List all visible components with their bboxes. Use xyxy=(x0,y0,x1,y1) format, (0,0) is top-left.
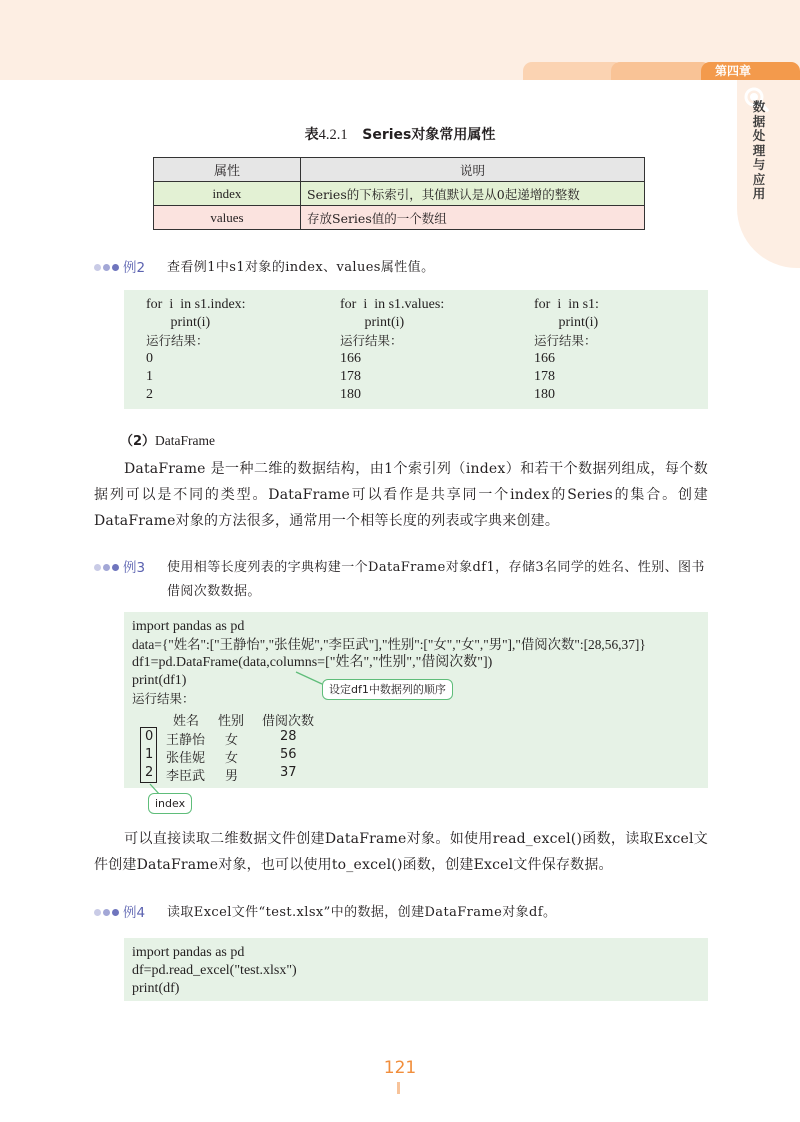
paragraph xyxy=(94,456,708,534)
paragraph-text: 可以直接读取二维数据文件创建DataFrame对象。如使用read_excel()函数，读取Excel文件创建DataFrame对象，也可以使用to_excel()函数，创建Excel文件保存数据。 xyxy=(94,831,708,873)
code-column xyxy=(340,296,444,404)
code-line: data={"姓名":["王静怡","张佳妮","李臣武"],"性别":["女","女","男"],"借阅次数":[28,56,37]} xyxy=(132,637,646,652)
table-caption-number: 4.2.1 xyxy=(318,127,348,143)
section-number: （2） xyxy=(120,434,156,449)
page-number: 121 xyxy=(383,1058,417,1078)
run-result-label: 运行结果： xyxy=(146,333,209,348)
dataframe-cell: 56 xyxy=(280,747,297,762)
code-line: import pandas as pd xyxy=(132,619,245,634)
code-line: print(i) xyxy=(534,315,599,330)
dataframe-index-cell: 0 xyxy=(145,729,154,744)
example-4-heading xyxy=(94,902,714,924)
example-2-code-box xyxy=(124,290,708,409)
dataframe-header-cell: 借阅次数 xyxy=(262,714,315,729)
paragraph-text: DataFrame 是一种二维的数据结构，由1个索引列（index）和若干个数据列组成，每个数据列可以是不同的类型。DataFrame可以看作是共享同一个index的Series的集合。创建DataFrame对象的方法很多，通常用一个相等长度的列表或字典来创建。 xyxy=(94,461,708,529)
example-3-code-box xyxy=(124,612,708,788)
series-attributes-table xyxy=(153,157,645,230)
code-line: df1=pd.DataFrame(data,columns=["姓名","性别","借阅次数"]) xyxy=(132,655,493,670)
table-caption-title: Series对象常用属性 xyxy=(362,127,496,143)
run-result-label: 运行结果： xyxy=(132,691,195,706)
paragraph xyxy=(94,826,708,878)
code-line: 178 xyxy=(340,369,361,384)
callout-column-order: 设定df1中数据列的顺序 xyxy=(322,679,453,700)
chapter-label: 第四章 xyxy=(715,64,752,78)
table-row xyxy=(154,182,645,206)
table-row xyxy=(154,206,645,230)
example-2-heading xyxy=(94,257,714,279)
code-line: 180 xyxy=(534,387,555,402)
run-result-label: 运行结果： xyxy=(534,333,597,348)
example-text: 查看例1中s1对象的index、values属性值。 xyxy=(167,260,435,275)
run-result-label: 运行结果： xyxy=(340,333,403,348)
example-dots-icon xyxy=(94,264,124,272)
example-label: 例3 xyxy=(123,560,146,576)
example-text: 读取Excel文件“test.xlsx”中的数据，创建DataFrame对象df。 xyxy=(167,905,557,920)
side-chapter-title: 数据处理与应用 xyxy=(752,99,766,201)
code-column xyxy=(534,296,599,404)
table-header-row xyxy=(154,158,645,182)
code-line: for i in s1.values: xyxy=(340,297,445,312)
section-title: DataFrame xyxy=(155,433,216,448)
example-label: 例4 xyxy=(123,905,146,921)
code-line: 180 xyxy=(340,387,361,402)
code-line: df=pd.read_excel("test.xlsx") xyxy=(132,963,297,978)
code-line: print(df) xyxy=(132,981,180,996)
table-caption-prefix: 表 xyxy=(304,127,319,143)
dataframe-cell: 张佳妮 xyxy=(166,751,206,766)
code-column xyxy=(146,296,246,404)
dataframe-index-cell: 1 xyxy=(145,747,154,762)
callout-index: index xyxy=(148,793,192,814)
table-header-cell: 说明 xyxy=(301,158,645,182)
table-cell: Series的下标索引，其值默认是从0起递增的整数 xyxy=(301,182,645,206)
code-line: 166 xyxy=(534,351,555,366)
dataframe-cell: 37 xyxy=(280,765,297,780)
dataframe-header-cell: 姓名 xyxy=(173,714,200,729)
dataframe-cell: 李臣武 xyxy=(166,769,206,784)
index-column-frame xyxy=(140,727,157,783)
example-text: 使用相等长度列表的字典构建一个DataFrame对象df1，存储3名同学的姓名、性别、图书借阅次数数据。 xyxy=(167,560,705,599)
code-line: 166 xyxy=(340,351,361,366)
chapter-tab-light xyxy=(523,62,623,80)
table-cell: index xyxy=(154,182,301,206)
example-3-heading xyxy=(94,557,714,601)
code-line: print(i) xyxy=(146,315,211,330)
page-number-tick xyxy=(397,1082,400,1094)
section-heading xyxy=(120,430,215,449)
dataframe-index-cell: 2 xyxy=(145,765,154,780)
code-line: 0 xyxy=(146,351,153,366)
code-line: print(i) xyxy=(340,315,405,330)
code-line: print(df1) xyxy=(132,673,187,688)
code-line: for i in s1.index: xyxy=(146,297,246,312)
dataframe-cell: 王静怡 xyxy=(166,733,206,748)
table-cell: values xyxy=(154,206,301,230)
dataframe-cell: 28 xyxy=(280,729,297,744)
table-caption xyxy=(0,124,800,144)
code-line: 2 xyxy=(146,387,153,402)
table-cell: 存放Series值的一个数组 xyxy=(301,206,645,230)
dataframe-cell: 男 xyxy=(225,769,239,784)
code-line: import pandas as pd xyxy=(132,945,245,960)
table-header-cell: 属性 xyxy=(154,158,301,182)
example-dots-icon xyxy=(94,564,124,572)
code-line: 178 xyxy=(534,369,555,384)
code-line: 1 xyxy=(146,369,153,384)
code-column xyxy=(132,944,297,998)
code-line: for i in s1: xyxy=(534,297,599,312)
chapter-tab-mid xyxy=(611,62,711,80)
dataframe-header-cell: 性别 xyxy=(218,714,245,729)
dataframe-cell: 女 xyxy=(225,733,239,748)
dataframe-cell: 女 xyxy=(225,751,239,766)
example-dots-icon xyxy=(94,909,124,917)
example-4-code-box xyxy=(124,938,708,1001)
example-label: 例2 xyxy=(123,260,146,276)
